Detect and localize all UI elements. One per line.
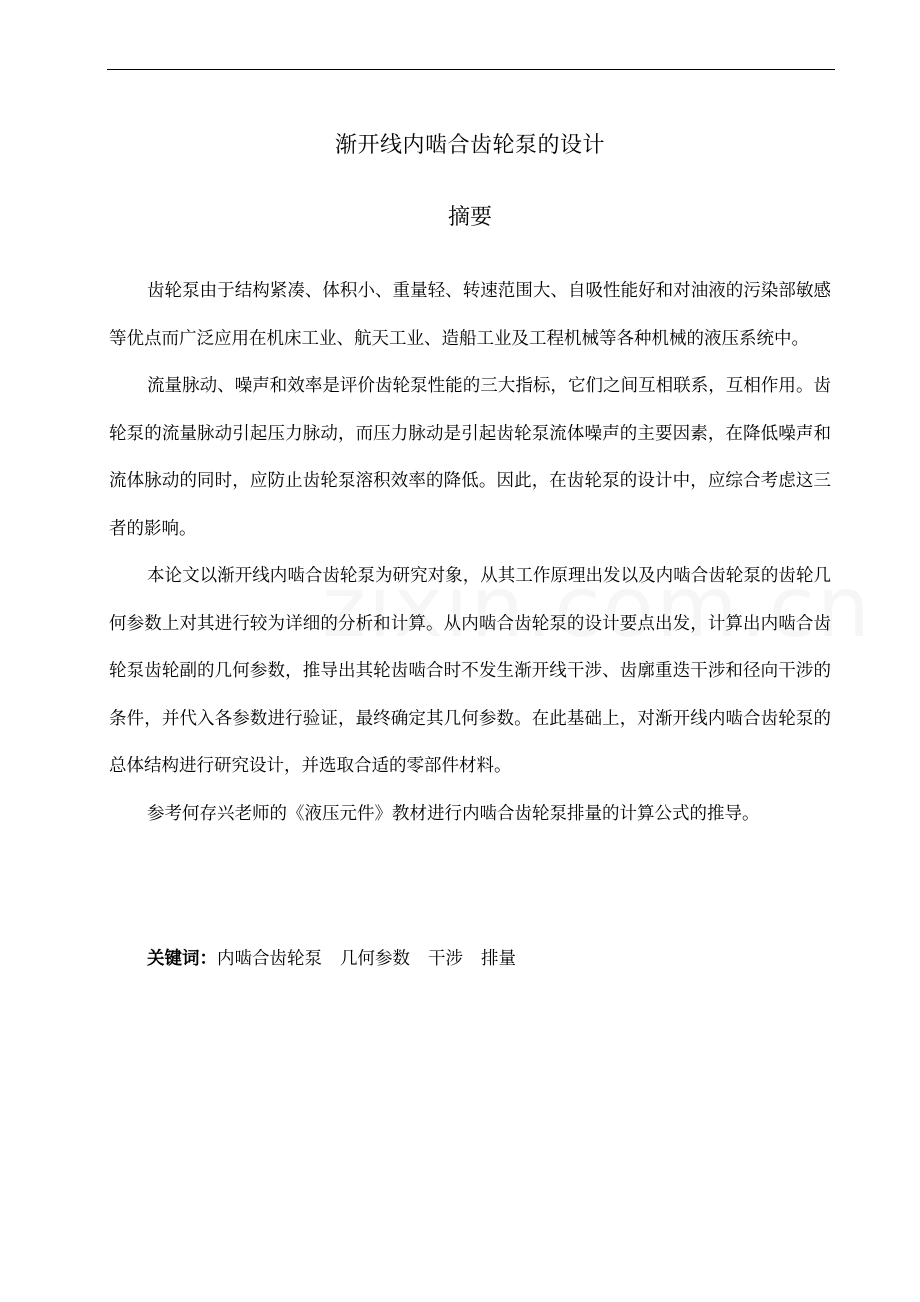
keywords-line [147,941,534,977]
abstract-paragraph: 齿轮泵由于结构紧凑、体积小、重量轻、转速范围大、自吸性能好和对油液的污染部敏感等优点而广泛应用在机床工业、航天工业、造船工业及工程机械等各种机械的液压系统中。 [109,281,831,349]
abstract-paragraph: 参考何存兴老师的《液压元件》教材进行内啮合齿轮泵排量的计算公式的推导。 [147,803,760,824]
abstract-paragraph: 流量脉动、噪声和效率是评价齿轮泵性能的三大指标，它们之间互相联系，互相作用。齿轮泵的流量脉动引起压力脉动，而压力脉动是引起齿轮泵流体噪声的主要因素，在降低噪声和流体脉动的同时，应防止齿轮泵溶积效率的降低。因此，在齿轮泵的设计中，应综合考虑这三者的影响。 [109,376,831,539]
document-title: 渐开线内啮合齿轮泵的设计 [334,133,605,158]
header-rule [107,69,835,70]
keywords-label: 关键词： [147,949,217,969]
keyword: 内啮合齿轮泵 [217,949,322,969]
keyword: 排量 [481,949,516,969]
abstract-paragraph: 本论文以渐开线内啮合齿轮泵为研究对象，从其工作原理出发以及内啮合齿轮泵的齿轮几何参数上对其进行较为详细的分析和计算。从内啮合齿轮泵的设计要点出发，计算出内啮合齿轮泵齿轮副的几何参数，推导出其轮齿啮合时不发生渐开线干涉、齿廓重迭干涉和径向干涉的条件，并代入各参数进行验证，最终确定其几何参数。在此基础上，对渐开线内啮合齿轮泵的总体结构进行研究设计，并选取合适的零部件材料。 [109,566,831,776]
abstract-heading: 摘要 [447,205,492,230]
keyword: 几何参数 [340,949,410,969]
abstract-body [109,268,831,838]
keyword: 干涉 [428,949,463,969]
